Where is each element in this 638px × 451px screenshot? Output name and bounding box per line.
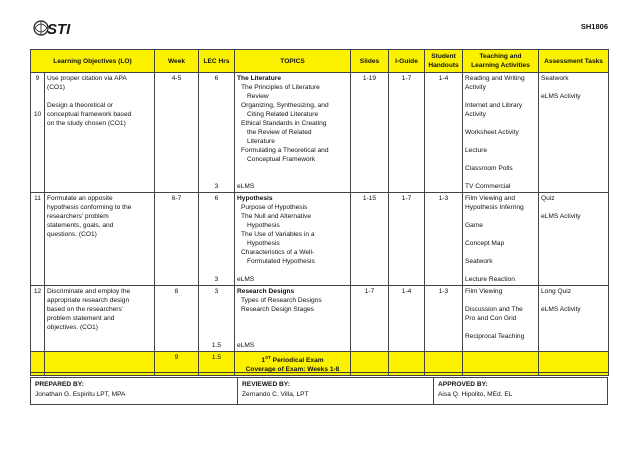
topic-item: Review	[247, 93, 269, 100]
learning-objective-line: conceptual framework based	[47, 111, 132, 118]
col-header-handouts: Student Handouts	[425, 50, 463, 73]
col-header-lo: Learning Objectives (LO)	[31, 50, 155, 73]
assessment-line	[541, 203, 606, 212]
activity-line	[465, 137, 536, 146]
lec-hrs-cell	[199, 193, 235, 286]
col-header-activities: Teaching and Learning Activities	[463, 50, 539, 73]
signature-label: PREPARED BY:	[35, 381, 84, 388]
learning-objective-line: based on the researchers'	[47, 306, 124, 313]
learning-objective-line: statements, goals, and	[47, 222, 114, 229]
topic-item: Formulating a Theoretical and	[241, 147, 329, 154]
col-header-assessment: Assessment Tasks	[539, 50, 609, 73]
topic-elms: eLMS	[237, 276, 255, 283]
activity-line	[465, 266, 536, 275]
topic-title: Research Designs	[237, 288, 295, 295]
activities-cell	[463, 193, 539, 286]
week-cell: 6-7	[155, 193, 199, 286]
exam-week: 9	[155, 352, 199, 376]
lec-hrs-elms: 1.5	[211, 342, 222, 349]
activity-line: Film Viewing	[465, 288, 503, 295]
activity-line: Concept Map	[465, 240, 505, 247]
slides-cell: 1-19	[351, 73, 389, 193]
signature-cell	[434, 378, 608, 405]
learning-objective-line: objectives. (CO1)	[47, 324, 98, 331]
exam-title-line	[237, 353, 348, 365]
assessment-line: eLMS Activity	[541, 93, 581, 100]
topic-item: Formulated Hypothesis	[247, 258, 315, 265]
signature-cell	[31, 378, 238, 405]
row-number-line	[33, 101, 42, 110]
row-number	[31, 286, 45, 352]
activity-line	[465, 212, 536, 221]
activity-line: Lecture Reaction	[465, 276, 515, 283]
exam-name: Periodical Exam	[270, 357, 324, 365]
assessment-cell	[539, 193, 609, 286]
activities-cell	[463, 73, 539, 193]
topic-item: The Null and Alternative	[241, 213, 312, 220]
col-header-slides: Slides	[351, 50, 389, 73]
col-header-week: Week	[155, 50, 199, 73]
section-divider	[30, 372, 608, 376]
topic-item: Characteristics of a Well-	[241, 249, 315, 256]
lec-hrs-elms: 3	[214, 183, 219, 190]
topic-title: The Literature	[237, 75, 281, 82]
learning-objective-cell	[45, 193, 155, 286]
topics-cell	[235, 73, 351, 193]
activity-line: Activity	[465, 111, 486, 118]
week-cell: 4-5	[155, 73, 199, 193]
row-number-line: 12	[33, 288, 42, 295]
iguide-cell: 1-7	[389, 193, 425, 286]
handouts-cell: 1-3	[425, 193, 463, 286]
topic-elms: eLMS	[237, 342, 255, 349]
topic-item: Hypothesis	[247, 240, 280, 247]
sti-logo	[33, 18, 73, 38]
topic-item: Organizing, Synthesizing, and	[241, 102, 329, 109]
learning-objective-line: on the study chosen (CO1)	[47, 120, 126, 127]
activity-line	[465, 92, 536, 101]
topics-cell	[235, 286, 351, 352]
activity-line: Lecture	[465, 147, 488, 154]
assessment-line: eLMS Activity	[541, 306, 581, 313]
assessment-cell	[539, 73, 609, 193]
lec-hrs-main: 6	[214, 75, 219, 82]
row-number-line	[33, 92, 42, 101]
activity-line	[465, 230, 536, 239]
document-code: SH1806	[580, 22, 608, 31]
topic-item: Purpose of Hypothesis	[241, 204, 308, 211]
topics-cell	[235, 193, 351, 286]
row-number-line	[33, 83, 42, 92]
activity-line: Film Viewing and	[465, 195, 516, 202]
assessment-line	[541, 296, 606, 305]
learning-objective-line: appropriate research design	[47, 297, 130, 304]
activity-line	[465, 248, 536, 257]
slides-cell: 1-15	[351, 193, 389, 286]
iguide-cell: 1-4	[389, 286, 425, 352]
topic-item: The Use of Variables in a	[241, 231, 315, 238]
exam-ordinal-suffix: ST	[265, 355, 271, 360]
learning-objective-line: hypothesis conforming to the	[47, 204, 132, 211]
activity-line: Pro and Con Grid	[465, 315, 517, 322]
learning-objective-line: Discriminate and employ the	[47, 288, 131, 295]
iguide-cell: 1-7	[389, 73, 425, 193]
assessment-line: eLMS Activity	[541, 213, 581, 220]
topic-item: Conceptual Framework	[247, 156, 316, 163]
table-row	[31, 286, 609, 352]
row-number-line: 9	[35, 75, 40, 82]
exam-ordinal: 1	[261, 357, 266, 365]
learning-objective-line: questions. (CO1)	[47, 231, 97, 238]
signature-table	[30, 377, 608, 405]
learning-objective-line: Design a theoretical or	[47, 102, 113, 109]
handouts-cell: 1-4	[425, 73, 463, 193]
syllabus-table	[30, 49, 609, 376]
topic-item: the Review of Related	[247, 129, 312, 136]
exam-hrs: 1.5	[199, 352, 235, 376]
lec-hrs-cell	[199, 286, 235, 352]
signature-name: Aisa Q. Hipolito, MEd. EL	[438, 391, 513, 398]
topic-item: Types of Research Designs	[241, 297, 322, 304]
activity-line	[465, 173, 536, 182]
signature-name: Jonathan G. Espiritu LPT, MPA	[35, 391, 126, 398]
learning-objective-line	[47, 92, 152, 101]
activity-line: Reciprocal Teaching	[465, 333, 525, 340]
signature-cell	[238, 378, 434, 405]
row-number	[31, 73, 45, 193]
row-number	[31, 193, 45, 286]
col-header-topics: TOPICS	[235, 50, 351, 73]
activity-line	[465, 119, 536, 128]
activity-line: Reading and Writing	[465, 75, 525, 82]
table-row	[31, 193, 609, 286]
col-header-iguide: I-Guide	[389, 50, 425, 73]
activity-line: Classroom Polls	[465, 165, 513, 172]
activity-line	[465, 296, 536, 305]
learning-objective-line: researchers' problem	[47, 213, 109, 220]
assessment-line: Seatwork	[541, 75, 569, 82]
learning-objective-line: Use proper citation via APA	[47, 75, 127, 82]
signature-name: Zernando C. Villa, LPT	[242, 391, 309, 398]
week-cell: 8	[155, 286, 199, 352]
topic-item: Literature	[247, 138, 275, 145]
lec-hrs-elms: 3	[214, 276, 219, 283]
row-number-line: 11	[34, 195, 41, 202]
signature-row	[31, 378, 608, 405]
activity-line: Internet and Library	[465, 102, 523, 109]
activity-line	[465, 155, 536, 164]
col-header-lec-hrs: LEC Hrs	[199, 50, 235, 73]
handouts-cell: 1-3	[425, 286, 463, 352]
learning-objective-cell	[45, 73, 155, 193]
sti-logo-mark	[33, 18, 73, 38]
activities-cell	[463, 286, 539, 352]
table-header-row	[31, 50, 609, 73]
activity-line: Hypothesis Inferring	[465, 204, 524, 211]
activity-line: TV Commercial	[465, 183, 511, 190]
learning-objective-line: Formulate an opposite	[47, 195, 113, 202]
learning-objective-line: problem statement and	[47, 315, 115, 322]
activity-line: Worksheet Activity	[465, 129, 519, 136]
activity-line: Game	[465, 222, 483, 229]
assessment-line: Long Quiz	[541, 288, 572, 295]
assessment-line	[541, 83, 606, 92]
slides-cell: 1-7	[351, 286, 389, 352]
learning-objective-line: (CO1)	[47, 84, 65, 91]
activity-line: Discussion and The	[465, 306, 523, 313]
logo-text: STI	[47, 21, 71, 38]
lec-hrs-main: 6	[214, 195, 219, 202]
topic-title: Hypothesis	[237, 195, 273, 202]
lec-hrs-cell	[199, 73, 235, 193]
topic-item: The Principles of Literature	[241, 84, 320, 91]
activity-line	[465, 323, 536, 332]
table-row	[31, 73, 609, 193]
signature-label: REVIEWED BY:	[242, 381, 290, 388]
assessment-cell	[539, 286, 609, 352]
row-number-line: 10	[33, 111, 42, 118]
topic-elms: eLMS	[237, 183, 255, 190]
topic-item: Hypothesis	[247, 222, 280, 229]
topic-item: Ethical Standards in Creating	[241, 120, 327, 127]
assessment-line: Quiz	[541, 195, 555, 202]
activity-line: Activity	[465, 84, 486, 91]
learning-objective-cell	[45, 286, 155, 352]
topic-item: Research Design Stages	[241, 306, 314, 313]
exam-coverage: Coverage of Exam: Weeks 1-8	[245, 366, 340, 374]
signature-label: APPROVED BY:	[438, 381, 488, 388]
topic-item: Citing Related Literature	[247, 111, 319, 118]
activity-line: Seatwork	[465, 258, 493, 265]
lec-hrs-main: 3	[214, 288, 219, 295]
